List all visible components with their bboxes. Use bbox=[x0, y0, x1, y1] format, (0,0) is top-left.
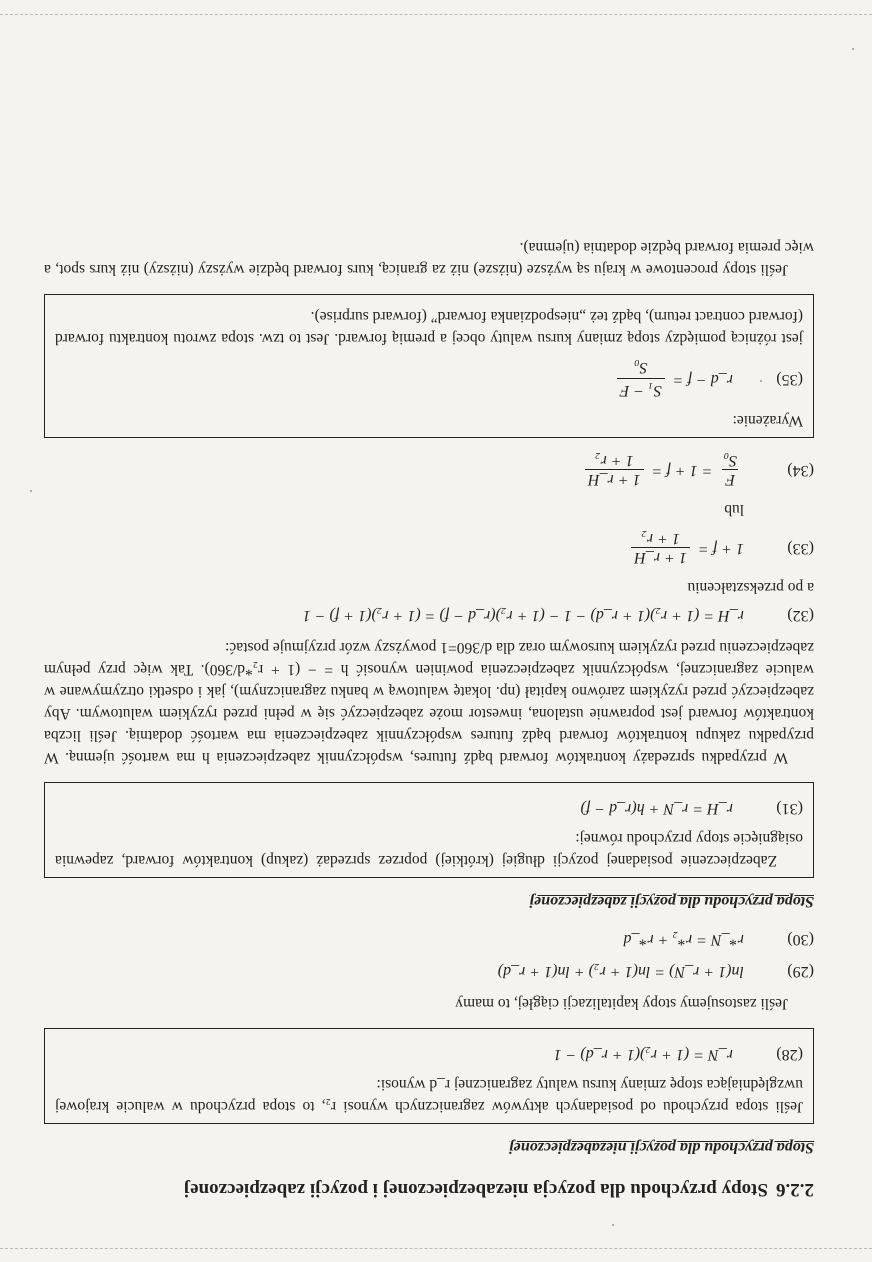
page-content bbox=[44, 228, 814, 1200]
scan-speck bbox=[612, 1224, 614, 1226]
equation-34 bbox=[44, 446, 814, 494]
equation-number: (33) bbox=[787, 540, 814, 557]
forward-return-text: jest różnicą pomiędzy stopą zmiany kursu waluty obcej a premią forward. Jest to tzw. stopa zwrotu kontraktu forward (forward contract return), bądź też „niespodzianka forward” (forward surprise). bbox=[55, 308, 803, 347]
closing-paragraph: Jeśli stopy procentowe w kraju są wyższe (niższe) niż za granicą, kurs forward będzie wyższy (niższy) niż kurs spot, a więc premia forward będzie dodatnia (ujemna). bbox=[44, 239, 814, 278]
equation-number: (34) bbox=[787, 462, 814, 479]
section-title bbox=[44, 1178, 814, 1200]
equation-number: (28) bbox=[776, 1046, 803, 1063]
scan-speck bbox=[852, 48, 854, 50]
fraction-denominator: S₀ bbox=[723, 452, 737, 470]
equation-lhs: r_d − f = bbox=[672, 371, 733, 389]
equation-formula: r_N = (1 + r₂)(1 + r_d) − 1 bbox=[553, 1046, 733, 1063]
equation-28 bbox=[55, 1041, 803, 1067]
fraction-denominator: 1 + r₂ bbox=[641, 530, 680, 548]
fraction-denominator: 1 + r₂ bbox=[595, 452, 634, 470]
or-text: lub bbox=[724, 501, 744, 518]
fraction bbox=[585, 452, 644, 489]
fraction bbox=[720, 452, 740, 489]
equation-formula bbox=[581, 452, 754, 489]
hedging-paragraph: W przypadku sprzedaży kontraktów forward bądź futures, współczynnik zabezpieczenia h ma wartość ujemną. W przypadku zakupu kontraktów forward bądź futures współczynnik zabezpieczenia ma wartość dodatnią. Jeśli liczba kontraktów forward jest poprawnie ustalona, inwestor może zabezpieczyć się w pełni przed ryzykiem walutowym. Aby zabezpieczyć przed ryzykiem zarówno kapitał (np. lokatę walutową w banku zagranicznym), jak i odsetki otrzymywane w walucie zagranicznej, współczynnik zabezpieczenia powinien wynosić h = − (1 + r₂*d/360). Tak więc przy pełnym zabezpieczeniu przed ryzykiem kursowym oraz dla d/360=1 powyższy wzór przyjmuje postać: bbox=[44, 639, 814, 766]
equation-formula bbox=[627, 530, 754, 567]
equation-29 bbox=[44, 958, 814, 984]
equation-lhs: 1 + f = bbox=[697, 540, 744, 558]
section-title-text: Stopy przychodu dla pozycja niezabezpieczonej i pozycji zabezpieczonej bbox=[183, 1179, 768, 1200]
hedged-box bbox=[44, 782, 814, 878]
equation-formula: ln(1 + r_N) = ln(1 + r₂) + ln(1 + r_d) bbox=[497, 963, 744, 980]
section-number: 2.2.6 bbox=[776, 1179, 814, 1200]
equation-number: (30) bbox=[787, 931, 814, 948]
fraction bbox=[617, 357, 665, 402]
unhedged-box bbox=[44, 1028, 814, 1124]
equation-32 bbox=[44, 602, 814, 628]
hedged-box-text: Zabezpieczenie posiadanej pozycji długiej (krótkiej) poprzez sprzedaż (zakup) kontraktów forward, zapewnia osiągnięcie stopy przychodu równej: bbox=[55, 830, 803, 869]
equation-33 bbox=[44, 524, 814, 572]
equation-formula: r_H = (1 + r₂)(1 + r_d) − 1 − (1 + r₂)(r_d − f) = (1 + r₂)(1 + f) − 1 bbox=[302, 607, 744, 624]
fraction-denominator: S₀ bbox=[633, 359, 648, 377]
equation-31 bbox=[55, 795, 803, 821]
fraction-numerator: F bbox=[722, 470, 738, 489]
hedged-heading: Stopa przychodu dla pozycji zabezpieczonej bbox=[529, 893, 814, 910]
unhedged-heading: Stopa przychodu dla pozycji niezabezpieczonej bbox=[509, 1139, 814, 1156]
scan-speck bbox=[30, 490, 32, 492]
equation-formula bbox=[613, 357, 743, 402]
equation-formula: r*_N = r*₂ + r*_d bbox=[623, 931, 744, 948]
forward-return-box bbox=[44, 294, 814, 438]
equation-formula: r_H = r_N + h(r_d − f) bbox=[580, 800, 733, 817]
equation-middle: = 1 + f = bbox=[651, 462, 713, 480]
fraction bbox=[631, 530, 690, 567]
fraction-numerator: 1 + r_H bbox=[585, 470, 644, 489]
fraction-numerator: 1 + r_H bbox=[631, 548, 690, 567]
unhedged-box-text: Jeśli stopa przychodu od posiadanych aktywów zagranicznych wynosi r₂, to stopa przychodu w walucie krajowej uwzględniająca stopę zmiany kursu waluty zagranicznej r_d wynosi: bbox=[55, 1076, 803, 1115]
equation-number: (29) bbox=[787, 963, 814, 980]
fraction-numerator: S₁ − F bbox=[617, 379, 665, 402]
equation-number: (32) bbox=[787, 607, 814, 624]
continuous-text: Jeśli zastosujemy stopy kapitalizacji ciągłej, to mamy bbox=[455, 995, 788, 1012]
scan-speck bbox=[760, 380, 762, 382]
equation-30 bbox=[44, 926, 814, 952]
equation-35 bbox=[55, 355, 803, 403]
box-label: Wyrażenie: bbox=[732, 412, 803, 429]
equation-number: (31) bbox=[776, 800, 803, 817]
equation-number: (35) bbox=[776, 371, 803, 388]
transform-text: a po przekształceniu bbox=[687, 579, 814, 596]
